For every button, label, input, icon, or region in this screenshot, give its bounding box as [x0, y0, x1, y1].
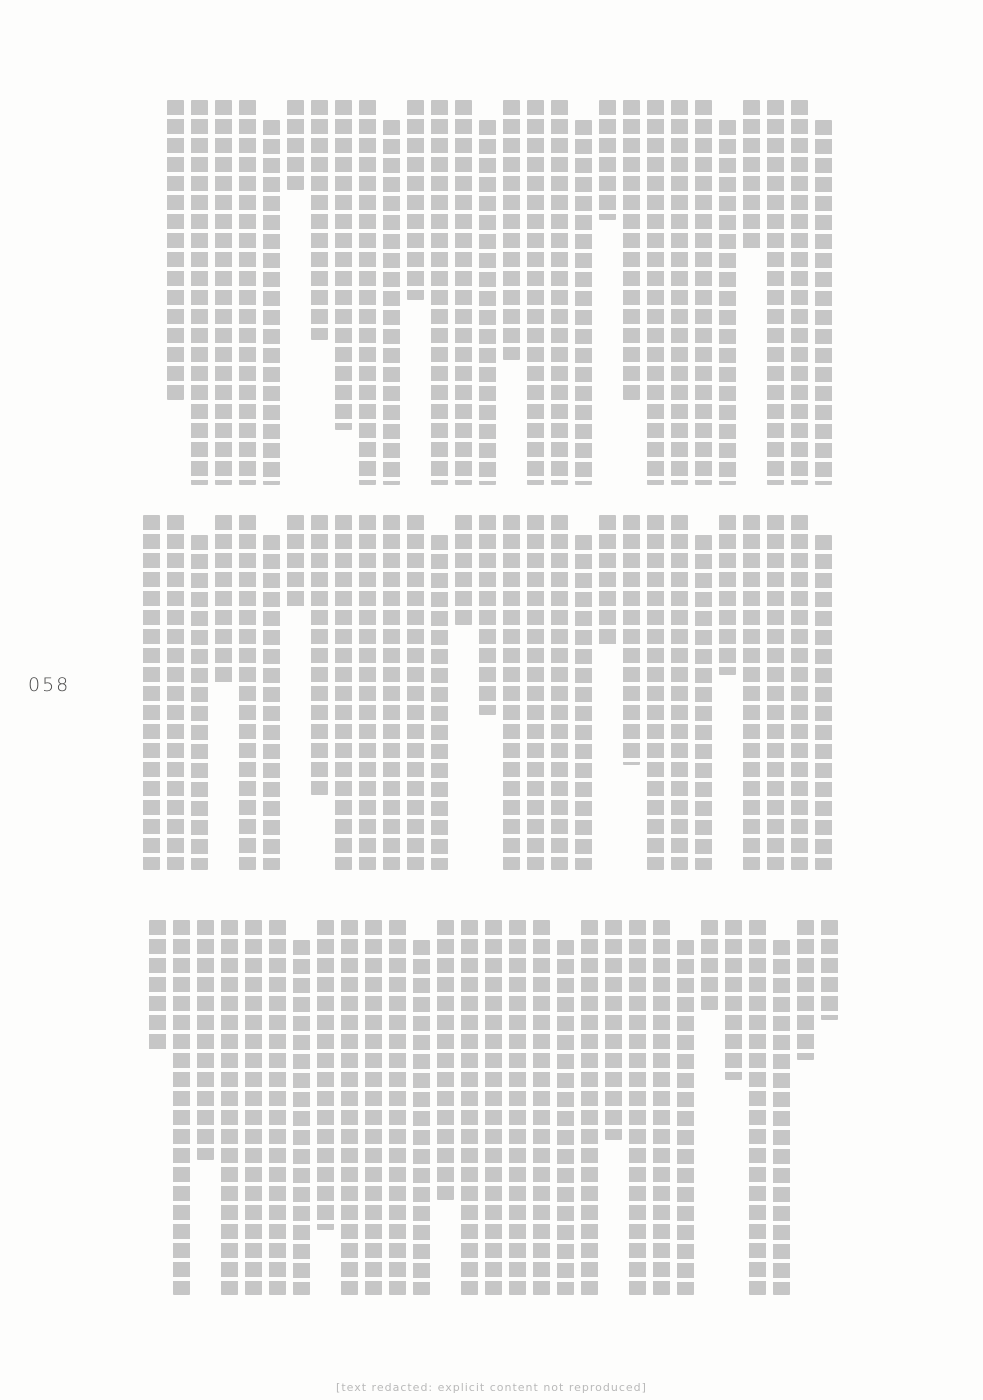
redacted-text-column — [455, 515, 472, 625]
redacted-text-column — [767, 100, 784, 485]
redacted-text-column — [335, 515, 352, 870]
redacted-text-column — [671, 100, 688, 485]
redacted-text-column — [485, 920, 502, 1295]
redacted-text-column — [551, 515, 568, 870]
redacted-text-column — [509, 920, 526, 1295]
redacted-text-column — [293, 940, 310, 1295]
redacted-text-column — [167, 515, 184, 870]
redacted-text-column — [407, 100, 424, 300]
redacted-text-column — [479, 515, 496, 715]
redacted-text-column — [191, 535, 208, 870]
redacted-text-column — [245, 920, 262, 1295]
redacted-text-column — [431, 100, 448, 485]
redacted-text-column — [503, 100, 520, 360]
redacted-text-column — [479, 120, 496, 485]
redacted-text-column — [263, 120, 280, 485]
redacted-text-column — [215, 515, 232, 685]
redacted-text-column — [815, 120, 832, 485]
redacted-text-column — [455, 100, 472, 485]
redacted-text-column — [311, 100, 328, 340]
bottom-text-band — [143, 920, 838, 1295]
redaction-note: [text redacted: explicit content not reproduced] — [336, 1381, 647, 1394]
redacted-text-column — [767, 515, 784, 870]
redacted-text-column — [551, 100, 568, 485]
redacted-text-column — [239, 100, 256, 485]
redacted-text-column — [143, 515, 160, 870]
top-text-band — [148, 100, 832, 485]
redacted-text-column — [821, 920, 838, 1020]
redacted-text-column — [557, 940, 574, 1295]
redacted-text-column — [407, 515, 424, 870]
redacted-text-column — [623, 100, 640, 400]
redacted-text-column — [695, 535, 712, 870]
redacted-text-column — [389, 920, 406, 1295]
redacted-text-column — [431, 535, 448, 870]
redacted-text-column — [311, 515, 328, 795]
redacted-text-column — [527, 515, 544, 870]
redacted-text-column — [815, 535, 832, 870]
redacted-text-column — [263, 535, 280, 870]
redacted-text-column — [239, 515, 256, 870]
redacted-text-column — [773, 940, 790, 1295]
redacted-text-column — [653, 920, 670, 1295]
redacted-text-column — [797, 920, 814, 1060]
redacted-text-column — [599, 100, 616, 220]
redacted-text-column — [197, 920, 214, 1160]
redacted-text-column — [503, 515, 520, 870]
redacted-text-column — [269, 920, 286, 1295]
redacted-text-column — [671, 515, 688, 870]
redacted-text-column — [287, 515, 304, 610]
redacted-text-column — [359, 515, 376, 870]
redacted-text-column — [719, 120, 736, 485]
redacted-text-column — [647, 515, 664, 870]
redacted-text-column — [341, 920, 358, 1295]
redacted-text-column — [359, 100, 376, 485]
redacted-text-column — [719, 515, 736, 675]
redacted-text-column — [383, 120, 400, 485]
redacted-text-column — [533, 920, 550, 1295]
redacted-text-column — [365, 920, 382, 1295]
redacted-text-column — [575, 535, 592, 870]
redacted-text-column — [215, 100, 232, 485]
redacted-text-column — [743, 100, 760, 250]
redacted-text-column — [695, 100, 712, 485]
redacted-text-column — [461, 920, 478, 1295]
page-number: 058 — [28, 674, 71, 696]
redacted-text-column — [605, 920, 622, 1140]
redacted-text-column — [167, 100, 184, 400]
redacted-text-column — [173, 920, 190, 1295]
middle-text-band — [140, 515, 832, 870]
redacted-text-column — [725, 920, 742, 1080]
redacted-text-column — [335, 100, 352, 430]
redacted-text-column — [749, 920, 766, 1295]
redacted-text-column — [791, 100, 808, 485]
redacted-text-column — [581, 920, 598, 1295]
redacted-text-column — [743, 515, 760, 870]
redacted-text-column — [629, 920, 646, 1295]
redacted-text-column — [191, 100, 208, 485]
redacted-text-column — [221, 920, 238, 1295]
redacted-text-column — [647, 100, 664, 485]
redacted-text-column — [701, 920, 718, 1010]
redacted-text-column — [527, 100, 544, 485]
redacted-text-column — [437, 920, 454, 1200]
redacted-text-column — [677, 940, 694, 1295]
redacted-text-column — [317, 920, 334, 1230]
redacted-text-column — [287, 100, 304, 190]
redacted-text-column — [575, 120, 592, 485]
redacted-text-column — [149, 920, 166, 1050]
redacted-text-column — [383, 515, 400, 870]
redacted-text-column — [599, 515, 616, 645]
redacted-text-column — [791, 515, 808, 870]
redacted-text-column — [623, 515, 640, 765]
redacted-text-column — [413, 940, 430, 1295]
